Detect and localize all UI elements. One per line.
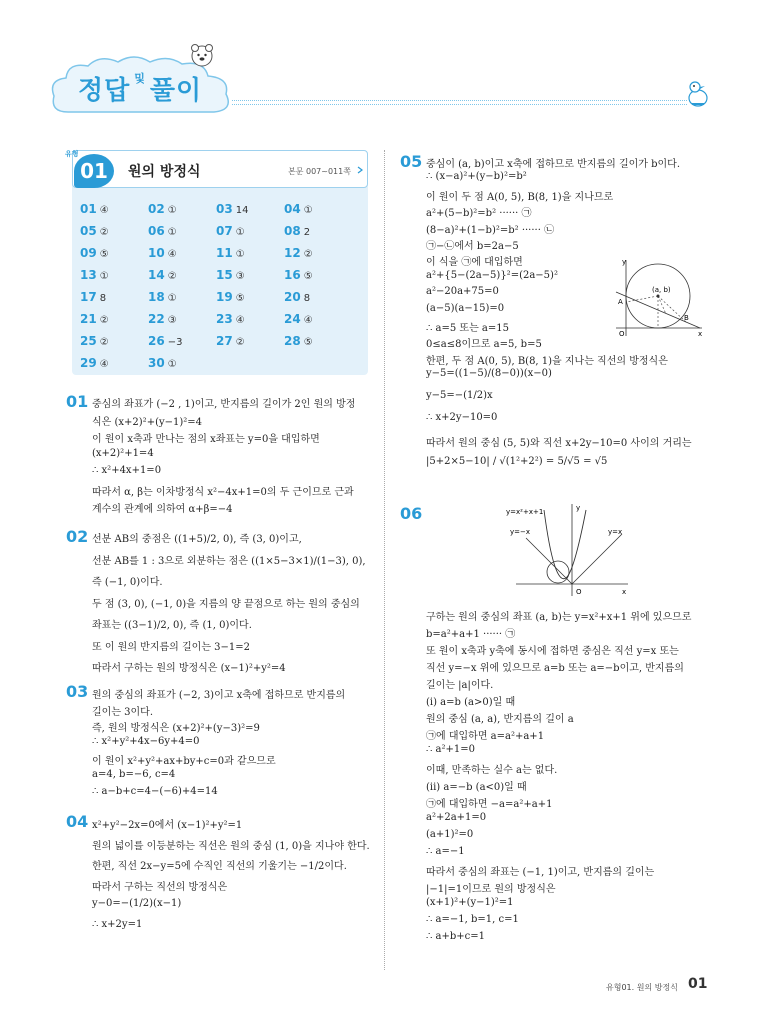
answer-value: ③ xyxy=(167,315,177,326)
answer-number: 25 xyxy=(80,334,97,348)
solution-line: |5+2×5−10| / √(1²+2²) = 5/√5 = √5 xyxy=(426,456,608,468)
answer-value: ② xyxy=(303,249,313,260)
solution-line: 선분 AB를 1 : 3으로 외분하는 점은 ((1×5−3×1)/(1−3), 0), xyxy=(92,555,366,567)
solution-line: x²+y²−2x=0에서 (x−1)²+y²=1 xyxy=(92,820,243,831)
answer-item xyxy=(284,268,313,282)
solution-line: ∴ x²+y²+4x−6y+4=0 xyxy=(92,735,200,747)
page-number: 01 xyxy=(688,976,708,992)
solution-line: 선분 AB의 중점은 ((1+5)/2, 0), 즉 (3, 0)이고, xyxy=(92,534,302,545)
answer-item xyxy=(80,312,109,326)
answer-number: 14 xyxy=(148,268,165,282)
solution-line: ∴ x+2y−10=0 xyxy=(426,412,498,424)
solution-line: 원의 중심의 좌표가 (−2, 3)이고 x축에 접하므로 반지름의 xyxy=(92,690,346,701)
answer-value: ④ xyxy=(99,359,109,370)
answer-item xyxy=(284,312,313,326)
answer-item xyxy=(148,312,177,326)
answer-value: ① xyxy=(167,227,177,238)
title-part2: 풀이 xyxy=(149,76,203,106)
answer-number: 09 xyxy=(80,246,97,260)
answer-number: 01 xyxy=(80,202,97,216)
solution-line: 계수의 관계에 의하여 α+β=−4 xyxy=(92,504,233,515)
solution-line: 원의 넓이를 이등분하는 직선은 원의 중심 (1, 0)을 지나야 한다. xyxy=(92,840,370,852)
graph05-a-label: A xyxy=(618,298,623,306)
solution-line: 이 원이 x²+y²+ax+by+c=0과 같으므로 xyxy=(92,756,276,768)
answer-item xyxy=(148,356,177,370)
answer-number: 03 xyxy=(216,202,233,216)
answer-value: −3 xyxy=(167,337,183,348)
graph05-x-label: x xyxy=(698,330,703,338)
answer-item xyxy=(216,202,248,216)
solution-line: (i) a=b (a>0)일 때 xyxy=(426,697,516,708)
answer-value: 8 xyxy=(99,293,107,304)
solution-line: ∴ a−b+c=4−(−6)+4=14 xyxy=(92,785,218,797)
solution-line: ∴ x+2y=1 xyxy=(92,918,143,930)
solution-line: 따라서 원의 중심 (5, 5)와 직선 x+2y−10=0 사이의 거리는 xyxy=(426,438,692,450)
answer-value: ② xyxy=(167,271,177,282)
header-rule xyxy=(232,100,687,105)
graph06-x-label: x xyxy=(622,588,627,596)
answer-number: 12 xyxy=(284,246,301,260)
solution-line: 이때, 만족하는 실수 a는 없다. xyxy=(426,765,558,776)
answer-number: 22 xyxy=(148,312,165,326)
answer-value: ⑤ xyxy=(235,293,245,304)
solution-line: ∴ x²+4x+1=0 xyxy=(92,465,162,476)
answer-number: 17 xyxy=(80,290,97,304)
answer-value: ① xyxy=(99,271,109,282)
solution-line: a=4, b=−6, c=4 xyxy=(92,769,176,780)
solution-line: 구하는 원의 중심의 좌표 (a, b)는 y=x²+x+1 위에 있으므로 xyxy=(426,612,692,623)
answer-item xyxy=(80,356,109,370)
solution-line: |−1|=1이므로 원의 방정식은 xyxy=(426,884,556,895)
solution-line: ∴ a=−1 xyxy=(426,846,465,857)
problem-02-number: 02 xyxy=(66,527,89,546)
answer-value: 14 xyxy=(235,205,249,216)
answer-value: ⑤ xyxy=(303,271,313,282)
solution-line: 중심의 좌표가 (−2 , 1)이고, 반지름의 길이가 2인 원의 방정 xyxy=(92,399,356,410)
title-small: 및 xyxy=(134,72,146,85)
answer-item xyxy=(148,246,177,260)
bird-mascot-icon xyxy=(682,78,714,110)
solution-line: 직선 y=−x 위에 있으므로 a=b 또는 a=−b이고, 반지름의 xyxy=(426,663,684,674)
problem-06-number: 06 xyxy=(400,504,423,523)
answer-item xyxy=(80,290,106,304)
solution-line: 두 점 (3, 0), (−1, 0)을 지름의 양 끝점으로 하는 원의 중심의 xyxy=(92,598,360,610)
answer-number: 24 xyxy=(284,312,301,326)
answer-number: 04 xyxy=(284,202,301,216)
bear-mascot-icon xyxy=(186,40,218,70)
solution-line: 원의 중심 (a, a), 반지름의 길이 a xyxy=(426,714,574,725)
answer-number: 28 xyxy=(284,334,301,348)
solution-line: 따라서 구하는 원의 방정식은 (x−1)²+y²=4 xyxy=(92,663,286,674)
answer-value: ② xyxy=(99,315,109,326)
chevron-right-icon xyxy=(356,166,364,174)
answer-number: 05 xyxy=(80,224,97,238)
answer-value: ⑤ xyxy=(99,249,109,260)
solution-line: ∴ (x−a)²+(y−b)²=b² xyxy=(426,171,527,183)
answer-number: 26 xyxy=(148,334,165,348)
graph06-pos-line-label: y=x xyxy=(608,528,623,536)
answer-number: 13 xyxy=(80,268,97,282)
solution-line: (8−a)²+(1−b)²=b² ······ ㉡ xyxy=(426,224,555,236)
problem-04-number: 04 xyxy=(66,812,89,831)
solution-line: a²+(5−b)²=b² ······ ㉠ xyxy=(426,208,532,220)
answer-value: ② xyxy=(235,337,245,348)
answer-item xyxy=(216,246,245,260)
solution-line: 이 원이 x축과 만나는 점의 x좌표는 y=0을 대입하면 xyxy=(92,434,320,445)
solution-line: 또 원이 x축과 y축에 동시에 접하면 중심은 직선 y=x 또는 xyxy=(426,646,679,657)
solution-line: ∴ a=−1, b=1, c=1 xyxy=(426,914,519,925)
footer-label: 유형01. 원의 방정식 xyxy=(606,983,678,992)
chapter-title: 원의 방정식 xyxy=(128,164,201,180)
solution-line: ∴ a²+1=0 xyxy=(426,744,475,755)
answer-item xyxy=(148,334,182,348)
answer-number: 23 xyxy=(216,312,233,326)
answer-value: ④ xyxy=(167,249,177,260)
graph06-origin-label: O xyxy=(576,588,582,596)
solution-line: y−0=−(1/2)(x−1) xyxy=(92,898,182,909)
answer-value: ① xyxy=(167,293,177,304)
answer-value: ④ xyxy=(235,315,245,326)
problem-05-number: 05 xyxy=(400,152,423,171)
solution-line: ㉠에 대입하면 −a=a²+a+1 xyxy=(426,799,553,810)
answer-value: 8 xyxy=(303,293,311,304)
solution-line: y−5=−(1/2)x xyxy=(426,390,493,402)
answer-number: 10 xyxy=(148,246,165,260)
answer-item xyxy=(284,224,310,238)
answer-value: ① xyxy=(235,249,245,260)
graph05-origin-label: O xyxy=(619,330,625,338)
answer-item xyxy=(80,202,109,216)
answer-item xyxy=(216,290,245,304)
problem-01-number: 01 xyxy=(66,392,89,411)
answer-number: 02 xyxy=(148,202,165,216)
answer-number: 06 xyxy=(148,224,165,238)
solution-line: 한편, 두 점 A(0, 5), B(8, 1)을 지나는 직선의 방정식은 xyxy=(426,355,668,367)
answer-value: ⑤ xyxy=(303,337,313,348)
answer-item xyxy=(216,312,245,326)
solution-line: (a+1)²=0 xyxy=(426,829,474,840)
answer-number: 18 xyxy=(148,290,165,304)
solution-line: 길이는 |a|이다. xyxy=(426,680,494,691)
answer-item xyxy=(80,246,109,260)
answer-number: 07 xyxy=(216,224,233,238)
problem-06-graph xyxy=(496,500,638,600)
solution-line: ㉠−㉡에서 b=2a−5 xyxy=(426,241,519,252)
answer-number: 30 xyxy=(148,356,165,370)
solution-line: 길이는 3이다. xyxy=(92,706,154,718)
problem-05-graph xyxy=(612,256,704,340)
answer-value: ② xyxy=(99,227,109,238)
answer-item xyxy=(148,268,177,282)
answer-number: 21 xyxy=(80,312,97,326)
answer-number: 08 xyxy=(284,224,301,238)
answer-value: ④ xyxy=(303,315,313,326)
answer-number: 11 xyxy=(216,246,233,260)
solution-line: a²+{5−(2a−5)}²=(2a−5)² xyxy=(426,269,558,281)
answer-number: 15 xyxy=(216,268,233,282)
graph06-neg-line-label: y=−x xyxy=(510,528,531,536)
chapter-pages: 본문 007~011쪽 xyxy=(288,167,351,176)
answer-item xyxy=(80,334,109,348)
column-divider xyxy=(384,150,385,970)
solution-line: 0≤a≤8이므로 a=5, b=5 xyxy=(426,339,542,351)
answer-number: 19 xyxy=(216,290,233,304)
answer-number: 27 xyxy=(216,334,233,348)
answer-item xyxy=(284,246,313,260)
answer-item xyxy=(80,268,109,282)
answer-item xyxy=(284,202,313,216)
answer-value: ① xyxy=(167,359,177,370)
answer-number: 16 xyxy=(284,268,301,282)
answer-value: ① xyxy=(167,205,177,216)
answer-item xyxy=(216,268,245,282)
answer-item xyxy=(148,290,177,304)
solution-line: b=a²+a+1 ······ ㉠ xyxy=(426,629,516,640)
title-part1: 정답 xyxy=(78,76,131,106)
solution-line: (a−5)(a−15)=0 xyxy=(426,302,505,314)
answer-value: ④ xyxy=(99,205,109,216)
solution-line: 이 식을 ㉠에 대입하면 xyxy=(426,257,523,269)
solution-line: 좌표는 ((3−1)/2, 0), 즉 (1, 0)이다. xyxy=(92,620,252,631)
answer-item xyxy=(80,224,109,238)
solution-line: 따라서 구하는 직선의 방정식은 xyxy=(92,881,228,893)
answer-value: ① xyxy=(303,205,313,216)
solution-line: 이 원이 두 점 A(0, 5), B(8, 1)을 지나므로 xyxy=(426,191,614,203)
graph06-y-label: y xyxy=(576,504,581,512)
solution-line: 또 이 원의 반지름의 길이는 3−1=2 xyxy=(92,641,250,653)
solution-line: (x+2)²+1=4 xyxy=(92,447,154,459)
answer-item xyxy=(216,224,245,238)
answer-item xyxy=(284,334,313,348)
answer-number: 29 xyxy=(80,356,97,370)
answer-item xyxy=(148,202,177,216)
solution-line: 따라서 α, β는 이차방정식 x²−4x+1=0의 두 근이므로 근과 xyxy=(92,486,354,498)
chapter-tag: 유형 xyxy=(65,150,79,158)
answer-value: ③ xyxy=(235,271,245,282)
solution-line: 중심이 (a, b)이고 x축에 접하므로 반지름의 길이가 b이다. xyxy=(426,159,681,170)
solution-line: y−5=((1−5)/(8−0))(x−0) xyxy=(426,368,552,380)
solution-line: 즉 (−1, 0)이다. xyxy=(92,577,163,588)
problem-03-number: 03 xyxy=(66,682,89,701)
answer-item xyxy=(148,224,177,238)
solution-line: ㉠에 대입하면 a=a²+a+1 xyxy=(426,731,545,742)
solution-line: (ii) a=−b (a<0)일 때 xyxy=(426,782,527,793)
solution-line: ∴ a+b+c=1 xyxy=(426,931,486,942)
chapter-number-badge: 01 xyxy=(74,154,114,188)
answer-value: ① xyxy=(235,227,245,238)
solution-line: a²+2a+1=0 xyxy=(426,812,487,823)
solution-line: 한편, 직선 2x−y=5에 수직인 직선의 기울기는 −1/2이다. xyxy=(92,861,347,872)
solution-line: 따라서 중심의 좌표는 (−1, 1)이고, 반지름의 길이는 xyxy=(426,867,655,878)
answer-value: 2 xyxy=(303,227,311,238)
answer-value: ② xyxy=(99,337,109,348)
graph06-parabola-label: y=x²+x+1 xyxy=(506,508,544,516)
graph05-b-label: B xyxy=(684,314,689,322)
graph05-center-label: (a, b) xyxy=(652,286,671,294)
graph05-y-label: y xyxy=(622,258,627,266)
page-title xyxy=(78,70,202,107)
answer-item xyxy=(284,290,310,304)
solution-line: ∴ a=5 또는 a=15 xyxy=(426,323,509,334)
solution-line: 즉, 원의 방정식은 (x+2)²+(y−3)²=9 xyxy=(92,723,260,735)
solution-line: (x+1)²+(y−1)²=1 xyxy=(426,897,514,908)
solution-line: a²−20a+75=0 xyxy=(426,286,499,298)
answer-number: 20 xyxy=(284,290,301,304)
solution-line: 식은 (x+2)²+(y−1)²=4 xyxy=(92,416,203,428)
answer-item xyxy=(216,334,245,348)
